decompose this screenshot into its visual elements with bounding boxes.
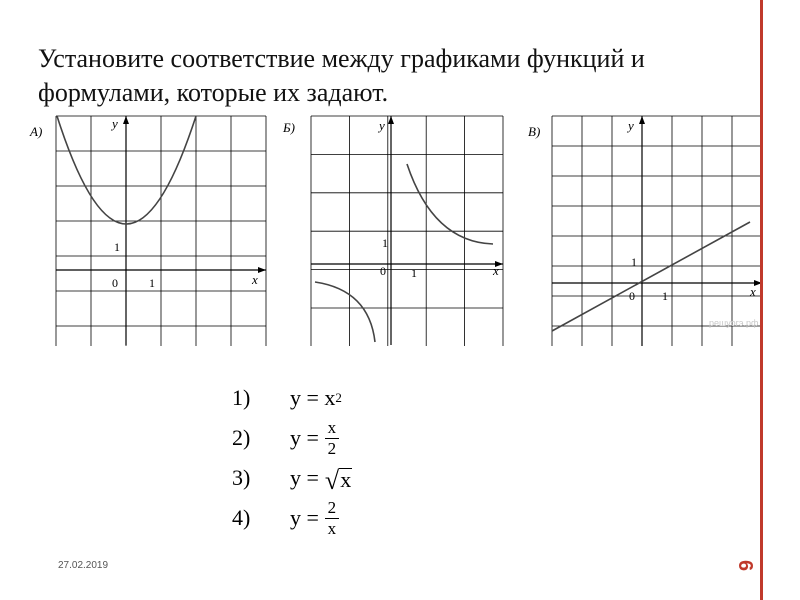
formula-3-lhs: y =	[290, 465, 319, 490]
graph-c-y-label: y	[628, 118, 634, 133]
graph-c-label: В)	[528, 124, 541, 139]
formula-4-lhs: y =	[290, 505, 319, 530]
graph-b-axes	[311, 116, 503, 345]
formula-2-fraction	[325, 419, 339, 458]
formula-3	[232, 458, 352, 498]
graph-a-grid	[56, 116, 266, 346]
graph-b-x-tick: 1	[411, 266, 417, 280]
formula-1-exponent: 2	[335, 390, 342, 405]
graph-a-y-label: y	[112, 116, 118, 131]
formula-3-sqrt	[324, 465, 352, 495]
formula-2	[232, 418, 352, 458]
formula-1-lhs: y =	[290, 385, 319, 410]
formula-4-number: 4)	[232, 505, 251, 530]
graph-a-x-tick: 1	[149, 276, 155, 290]
graph-b-label: Б)	[283, 120, 295, 135]
slide-number: 6	[734, 560, 756, 572]
graph-c-x-tick: 1	[662, 289, 668, 303]
graph-c	[526, 110, 766, 350]
formula-3-number: 3)	[232, 465, 251, 490]
graph-a-y-tick: 1	[114, 240, 120, 254]
graph-c-watermark: решуогэ.рф	[709, 318, 759, 328]
graph-b-x-label: x	[493, 263, 499, 278]
graph-a-x-label: x	[252, 272, 258, 287]
graph-a	[30, 110, 270, 350]
graph-b-curve-left	[315, 282, 375, 342]
formula-2-number: 2)	[232, 425, 251, 450]
formula-4-denominator: x	[327, 518, 337, 538]
graph-b-y-tick: 1	[382, 236, 388, 250]
graph-b	[283, 110, 523, 350]
formula-list	[232, 378, 352, 538]
graph-b-grid	[311, 116, 503, 346]
accent-bar	[760, 0, 763, 600]
graph-c-origin: 0	[629, 289, 635, 303]
task-title: Установите соответствие между графиками функций и формулами, которые их задают.	[38, 44, 645, 107]
formula-2-lhs: y =	[290, 425, 319, 450]
formula-2-denominator: 2	[327, 438, 337, 458]
graph-c-x-label: x	[750, 284, 756, 299]
graph-b-origin: 0	[380, 264, 386, 278]
formula-4-fraction	[325, 499, 339, 538]
graph-c-y-tick: 1	[631, 255, 637, 269]
formula-4	[232, 498, 352, 538]
formula-1-number: 1)	[232, 385, 251, 410]
graph-c-axes	[552, 116, 762, 346]
graph-c-grid	[552, 116, 762, 346]
graph-a-label: А)	[30, 124, 43, 139]
footer-date: 27.02.2019	[58, 560, 109, 571]
radical-sign-icon: √	[324, 465, 340, 495]
formula-2-numerator: x	[327, 417, 337, 437]
graph-b-curve-right	[407, 164, 493, 244]
formula-1-base: x	[324, 385, 336, 410]
graph-a-origin: 0	[112, 276, 118, 290]
formula-4-numerator: 2	[327, 497, 337, 517]
formula-1	[232, 378, 352, 418]
formula-3-radicand: x	[340, 466, 352, 492]
graph-b-y-label: y	[379, 118, 385, 133]
